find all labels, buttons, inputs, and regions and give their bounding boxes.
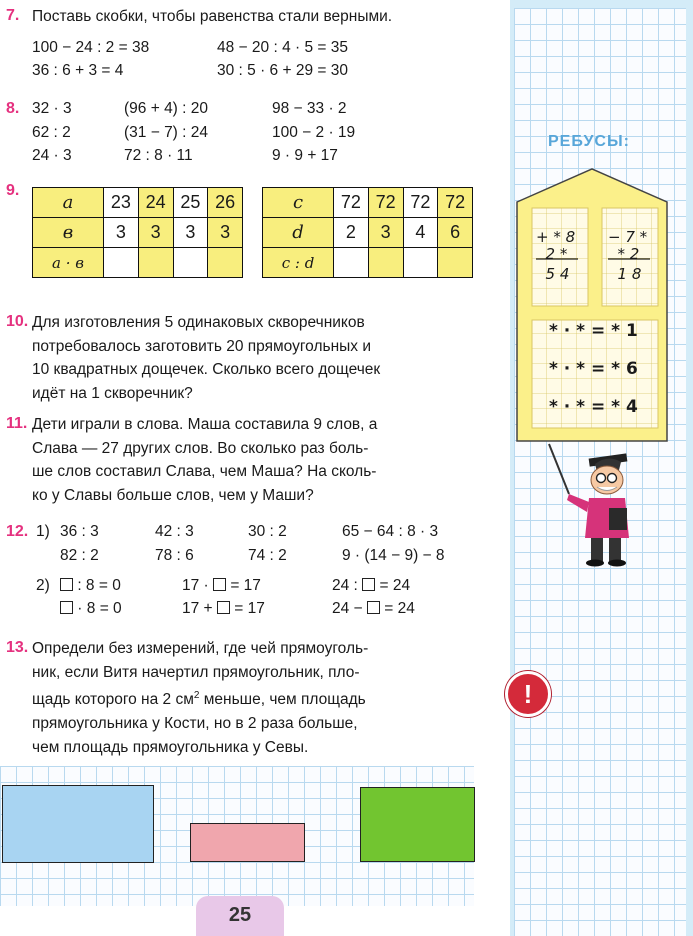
task-8-expr: 32 · 3: [32, 100, 72, 117]
page-number: 25: [228, 904, 252, 926]
table-c-d: [262, 187, 473, 278]
task-12-blank-eq: [60, 577, 121, 595]
table-row-label: в: [33, 218, 104, 248]
text-line: Для изготовления 5 одинаковых скворечников: [32, 314, 365, 331]
table-cell: 72: [403, 188, 438, 218]
blank-box: [367, 601, 380, 614]
table-cell: 72: [334, 188, 369, 218]
blank-box: [60, 578, 73, 591]
text-line: чем площадь прямоугольника у Севы.: [32, 738, 309, 756]
text-line: 10 квадратных дощечек. Сколько всего дощечек: [32, 361, 381, 379]
task-7-eq: 48 − 20 : 4 · 5 = 35: [217, 39, 348, 56]
table-cell: 23: [104, 188, 139, 218]
task-7-eq: 100 − 24 : 2 = 38: [32, 39, 150, 56]
table-cell: 3: [138, 218, 173, 248]
task-13-number: 13.: [6, 639, 29, 656]
blank-box: [60, 601, 73, 614]
rebus-add-line: 2 *: [536, 245, 568, 263]
text-line: ник, если Витя начертил прямоугольник, пло-: [32, 663, 360, 681]
task-8-expr: 98 − 33 · 2: [272, 100, 347, 117]
rectangle-blue: [2, 785, 154, 863]
rebus-add-line: + * 8: [536, 228, 576, 246]
task-12-expr: 82 : 2: [60, 547, 99, 564]
task-12-blank-eq: [182, 600, 265, 618]
task-12-number: 12.: [6, 523, 29, 540]
table-cell-empty: [403, 248, 438, 278]
task-12-expr: 78 : 6: [155, 547, 194, 564]
table-cell: 2: [334, 218, 369, 248]
table-cell-empty: [138, 248, 173, 278]
professor-illustration: [545, 442, 645, 567]
text-line: потребовалось заготовить 20 прямоугольных и: [32, 337, 371, 355]
table-cell: 3: [368, 218, 403, 248]
table-cell: 72: [438, 188, 473, 218]
blank-box: [213, 578, 226, 591]
table-cell: 3: [173, 218, 208, 248]
rebus-mul-line: * 2: [608, 245, 640, 263]
task-7-number: 7.: [6, 7, 20, 24]
task-12-expr: 36 : 3: [60, 523, 99, 540]
warning-icon: !: [505, 671, 551, 717]
task-8-expr: 9 · 9 + 17: [272, 147, 338, 164]
table-cell: 24: [138, 188, 173, 218]
table-cell-empty: [438, 248, 473, 278]
table-cell-empty: [368, 248, 403, 278]
task-12-expr: 9 · (14 − 9) − 8: [342, 547, 445, 564]
text-line: ко у Славы больше слов, чем у Маши?: [32, 486, 314, 504]
table-cell-empty: [173, 248, 208, 278]
rebus-star-row: * · * = * 1: [549, 321, 638, 341]
rebus-star-row: * · * = * 4: [549, 397, 638, 417]
rebus-mul-line: − 7 *: [608, 228, 648, 246]
eq-text: = 24: [375, 577, 411, 594]
table-row-label: c : d: [263, 248, 334, 278]
task-12-expr: 30 : 2: [248, 523, 287, 540]
eq-text: = 17: [229, 600, 265, 617]
rectangle-pink: [190, 823, 305, 862]
table-cell: 3: [208, 218, 243, 248]
blank-box: [217, 601, 230, 614]
task-8-expr: (96 + 4) : 20: [124, 100, 209, 117]
table-cell-empty: [208, 248, 243, 278]
eq-text: : 8 = 0: [77, 577, 121, 594]
table-a-b: [32, 187, 243, 278]
task-8-expr: 100 − 2 · 19: [272, 124, 356, 141]
text-line: [32, 684, 474, 712]
eq-text: 24 :: [332, 577, 363, 594]
table-cell: 3: [104, 218, 139, 248]
table-row-label: a: [33, 188, 104, 218]
table-cell: 25: [173, 188, 208, 218]
text-line: ше слов составил Слава, чем Маша? На сколь-: [32, 463, 377, 481]
task-12-expr: 42 : 3: [155, 523, 194, 540]
task-8-expr: 24 · 3: [32, 147, 72, 164]
rebus-add-line: 5 4: [536, 265, 570, 283]
table-cell: 26: [208, 188, 243, 218]
eq-text: 24 −: [332, 600, 367, 617]
text-line: Слава — 27 других слов. Во сколько раз боль-: [32, 439, 369, 457]
text-line: идёт на 1 скворечник?: [32, 384, 193, 402]
task-12-part2-label: 2): [36, 577, 50, 594]
text-line: Определи без измерений, где чей прямоуголь-: [32, 640, 369, 657]
rebus-mul-line: 1 8: [608, 265, 642, 283]
text-span: меньше, чем площадь: [203, 691, 366, 709]
blank-box: [362, 578, 375, 591]
table-row-label: d: [263, 218, 334, 248]
eq-text: = 17: [226, 577, 261, 594]
text-line: прямоугольника у Кости, но в 2 раза больше,: [32, 714, 358, 732]
task-12-expr: 65 − 64 : 8 · 3: [342, 523, 439, 540]
table-cell: 6: [438, 218, 473, 248]
table-row-label: a · в: [33, 248, 104, 278]
task-13-text: [32, 637, 474, 759]
table-cell-empty: [104, 248, 139, 278]
text-line: Дети играли в слова. Маша составила 9 слов, а: [32, 416, 378, 433]
task-8-expr: 72 : 8 · 11: [124, 147, 193, 164]
task-12-blank-eq: [332, 600, 415, 618]
task-12-blank-eq: [182, 577, 261, 595]
task-7-eq: 30 : 5 · 6 + 29 = 30: [217, 62, 348, 79]
task-8-expr: 62 : 2: [32, 124, 71, 141]
task-12-expr: 74 : 2: [248, 547, 287, 564]
eq-text: = 24: [379, 600, 415, 617]
task-8-expr: (31 − 7) : 24: [124, 124, 209, 141]
eq-text: · 8 = 0: [73, 600, 122, 617]
task-10-number: 10.: [6, 313, 29, 330]
superscript: 2: [193, 690, 200, 702]
table-cell: 4: [403, 218, 438, 248]
rectangle-green: [360, 787, 475, 862]
text-span: щадь которого на 2 см: [32, 691, 194, 709]
table-cell-empty: [334, 248, 369, 278]
eq-text: 17 +: [182, 600, 217, 617]
eq-text: 17 ·: [182, 577, 214, 594]
task-12-blank-eq: [60, 600, 122, 618]
task-10-text: [32, 311, 474, 405]
task-12-part1-label: 1): [36, 523, 50, 540]
rebus-star-row: * · * = * 6: [549, 359, 638, 379]
task-7-eq: 36 : 6 + 3 = 4: [32, 62, 124, 79]
task-11-text: [32, 413, 474, 507]
task-7-text: Поставь скобки, чтобы равенства стали верными.: [32, 8, 393, 25]
rebus-title: РЕБУСЫ:: [548, 133, 630, 150]
task-12-blank-eq: [332, 577, 410, 595]
table-row-label: c: [263, 188, 334, 218]
task-8-number: 8.: [6, 100, 20, 117]
table-cell: 72: [368, 188, 403, 218]
task-11-number: 11.: [6, 415, 28, 432]
task-9-number: 9.: [6, 182, 20, 199]
